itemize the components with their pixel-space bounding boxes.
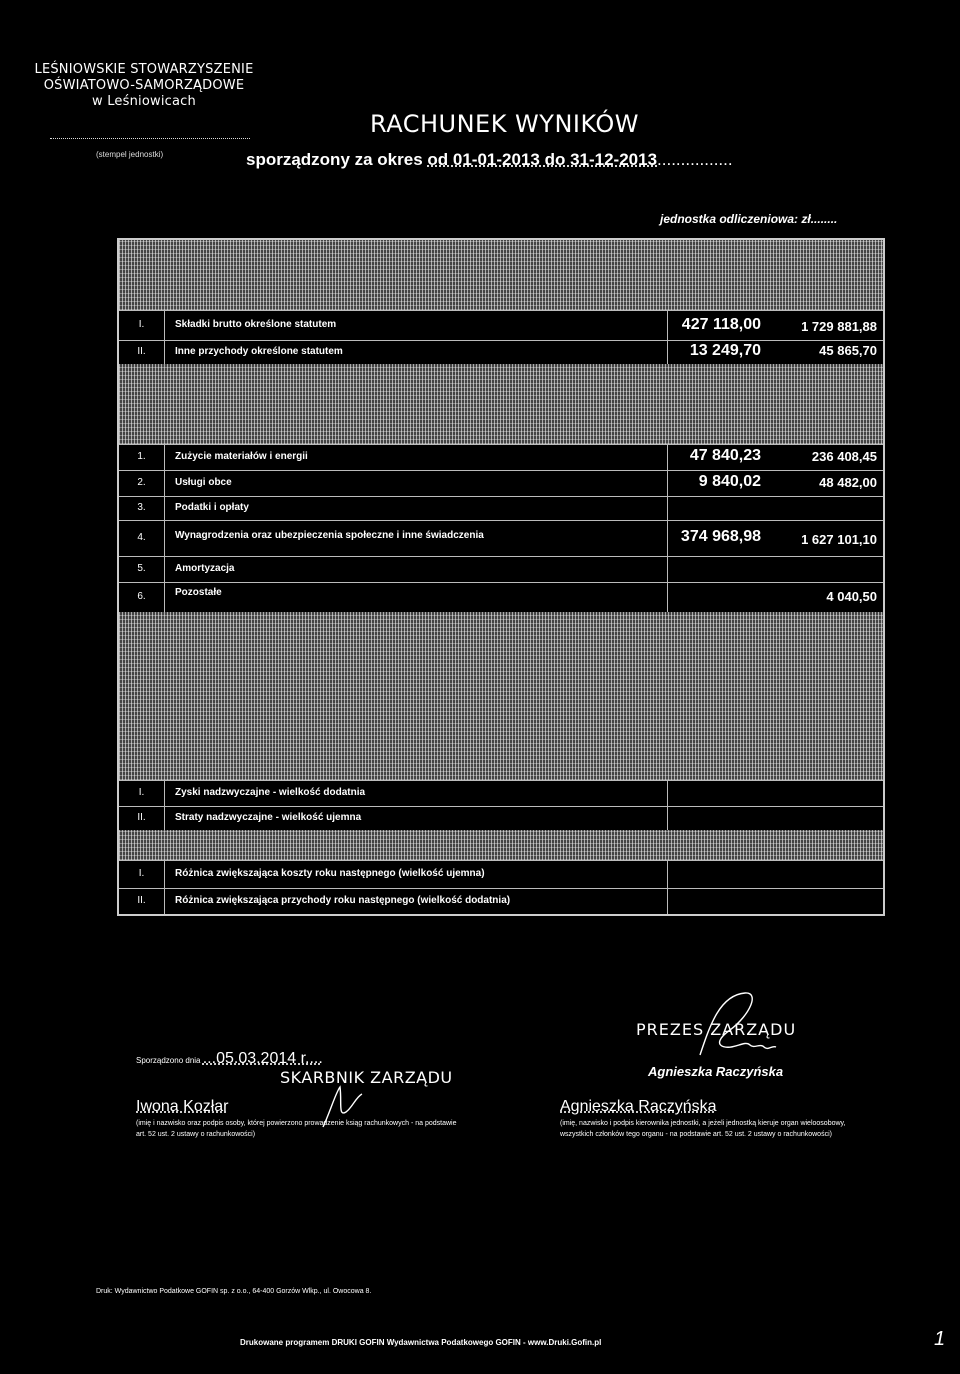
table-row bbox=[119, 860, 883, 889]
row-label: Pozostałe bbox=[175, 587, 222, 598]
value-previous: 9 840,02 bbox=[698, 473, 761, 490]
prepared-date-label: Sporządzono dnia bbox=[136, 1056, 201, 1065]
col-divider bbox=[667, 556, 668, 582]
row-label: Składki brutto określone statutem bbox=[175, 319, 337, 330]
col-divider bbox=[667, 310, 668, 340]
row-number: 3. bbox=[119, 496, 165, 520]
row-label: Straty nadzwyczajne - wielkość ujemna bbox=[175, 812, 362, 823]
row-number: I. bbox=[119, 310, 165, 340]
table-section-obscured bbox=[119, 612, 883, 781]
value-previous: 374 968,98 bbox=[680, 528, 761, 545]
row-number: I. bbox=[119, 780, 165, 806]
row-number: 2. bbox=[119, 470, 165, 496]
value-current: 4 040,50 bbox=[826, 589, 877, 604]
row-label: Różnica zwiększająca przychody roku następnego (wielkość dodatnia) bbox=[175, 895, 511, 906]
value-previous: 427 118,00 bbox=[681, 316, 761, 333]
value-current: 236 408,45 bbox=[811, 449, 877, 464]
row-number: 1. bbox=[119, 444, 165, 470]
row-label: Amortyzacja bbox=[175, 563, 235, 574]
president-handwritten-signature bbox=[690, 985, 780, 1065]
organization-stamp bbox=[34, 62, 254, 110]
col-divider bbox=[667, 470, 668, 496]
table-row bbox=[119, 556, 883, 583]
col-divider bbox=[667, 860, 668, 888]
document-title: RACHUNEK WYNIKÓW bbox=[370, 110, 640, 138]
table-row bbox=[119, 340, 883, 365]
document-subtitle bbox=[246, 150, 733, 170]
stamp-dotted-line bbox=[50, 138, 250, 139]
col-divider bbox=[667, 780, 668, 806]
org-name-line3: w Leśniowicach bbox=[92, 94, 196, 109]
col-divider bbox=[667, 582, 668, 612]
subtitle-prefix: sporządzony za okres bbox=[246, 150, 423, 169]
table-row bbox=[119, 582, 883, 613]
treasurer-note: (imię i nazwisko oraz podpis osoby, której powierzono prowadzenie ksiąg rachunkowych - na podstawie art. 52 ust. 2 ustawy o rachunkowości) bbox=[136, 1120, 457, 1138]
page-number: 1 bbox=[934, 1328, 946, 1350]
prepared-date-value: ...05.03.2014 r.... bbox=[202, 1050, 323, 1067]
row-number: II. bbox=[119, 806, 165, 830]
value-current: 45 865,70 bbox=[819, 343, 877, 358]
table-section-obscured bbox=[119, 830, 883, 861]
row-number: I. bbox=[119, 860, 165, 888]
period-dots: ................ bbox=[657, 150, 733, 169]
table-row bbox=[119, 496, 883, 521]
row-label: Wynagrodzenia oraz ubezpieczenia społeczne i inne świadczenia bbox=[175, 530, 484, 541]
col-divider bbox=[667, 496, 668, 520]
row-number: 5. bbox=[119, 556, 165, 582]
president-title: PREZES ZARZĄDU bbox=[636, 1020, 797, 1039]
table-row bbox=[119, 806, 883, 831]
value-current: 1 729 881,88 bbox=[801, 319, 877, 334]
treasurer-name: Iwona Kozłar bbox=[136, 1098, 229, 1115]
value-previous: 47 840,23 bbox=[689, 447, 761, 464]
table-row bbox=[119, 310, 883, 341]
row-label: Zużycie materiałów i energii bbox=[175, 451, 308, 462]
row-number: 6. bbox=[119, 582, 165, 612]
row-label: Inne przychody określone statutem bbox=[175, 346, 343, 357]
col-divider bbox=[667, 888, 668, 914]
col-divider bbox=[667, 520, 668, 556]
row-label: Zyski nadzwyczajne - wielkość dodatnia bbox=[175, 787, 366, 798]
table-section-obscured bbox=[119, 364, 883, 445]
president-signature-name: Agnieszka Raczyńska bbox=[648, 1064, 784, 1079]
row-number: 4. bbox=[119, 520, 165, 556]
table-row bbox=[119, 888, 883, 914]
row-number: II. bbox=[119, 340, 165, 364]
row-label: Podatki i opłaty bbox=[175, 502, 249, 513]
col-divider bbox=[667, 806, 668, 830]
col-divider bbox=[667, 444, 668, 470]
org-name-line2: OŚWIATOWO-SAMORZĄDOWE bbox=[43, 78, 245, 93]
value-current: 48 482,00 bbox=[819, 475, 877, 490]
currency-unit: jednostka odliczeniowa: zł........ bbox=[660, 212, 838, 226]
value-previous: 13 249,70 bbox=[689, 342, 761, 359]
treasurer-title: SKARBNIK ZARZĄDU bbox=[280, 1068, 453, 1087]
program-footer: Drukowane programem DRUKI GOFIN Wydawnictwa Podatkowego GOFIN - www.Druki.Gofin.pl bbox=[240, 1338, 602, 1347]
prepared-date bbox=[136, 1050, 323, 1068]
table-row bbox=[119, 444, 883, 471]
report-period: od 01-01-2013 do 31-12-2013 bbox=[427, 150, 658, 169]
table-row bbox=[119, 520, 883, 557]
value-current: 1 627 101,10 bbox=[801, 532, 877, 547]
table-header-obscured bbox=[119, 240, 883, 311]
stamp-label: (stempel jednostki) bbox=[96, 150, 164, 159]
president-name: Agnieszka Raczyńska bbox=[560, 1098, 717, 1115]
row-number: II. bbox=[119, 888, 165, 914]
col-divider bbox=[667, 340, 668, 364]
results-table bbox=[117, 238, 885, 916]
row-label: Usługi obce bbox=[175, 477, 232, 488]
table-row bbox=[119, 780, 883, 807]
president-note: (imię, nazwisko i podpis kierownika jednostki, a jeżeli jednostką kieruje organ wieloosobowy, wszystkich członków tego organu - na podstawie art. 52 ust. 2 ustawy o rachunkowości) bbox=[560, 1120, 846, 1138]
table-row bbox=[119, 470, 883, 497]
print-footer: Druk: Wydawnictwo Podatkowe GOFIN sp. z o.o., 64-400 Gorzów Wlkp., ul. Owocowa 8. bbox=[96, 1288, 372, 1295]
org-name-line1: LEŚNIOWSKIE STOWARZYSZENIE bbox=[34, 62, 254, 77]
row-label: Różnica zwiększająca koszty roku następnego (wielkość ujemna) bbox=[175, 868, 485, 879]
